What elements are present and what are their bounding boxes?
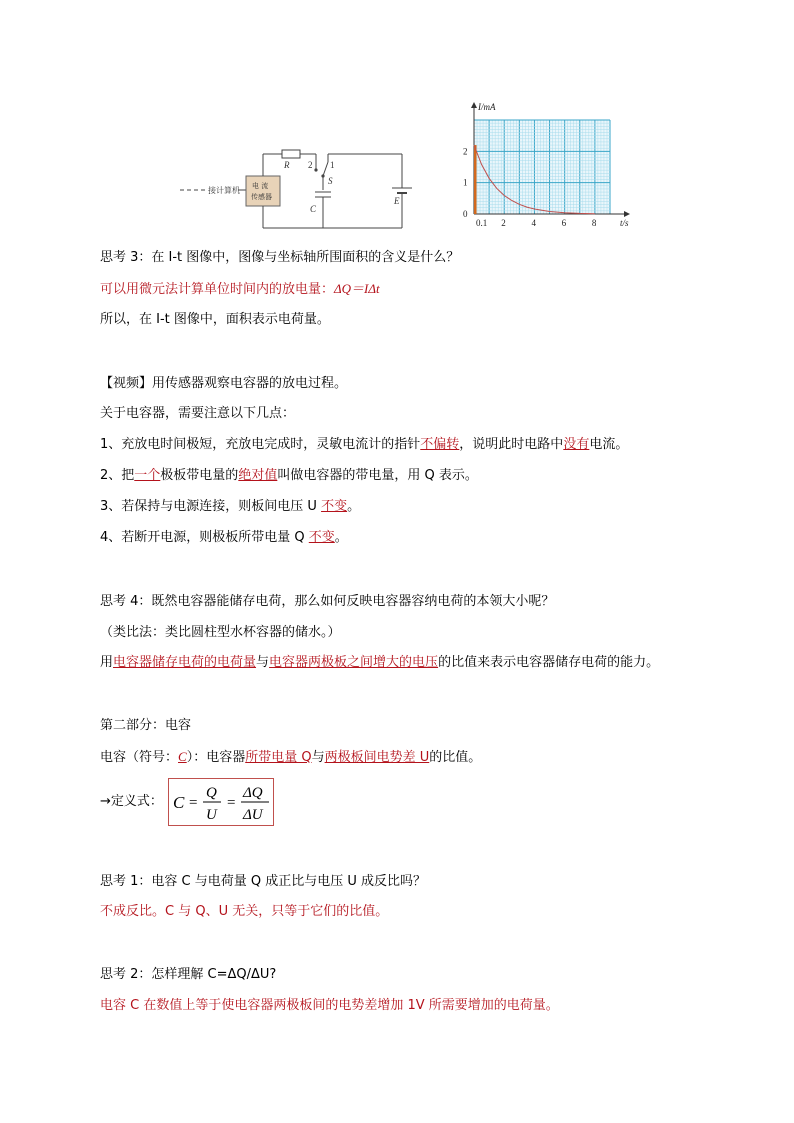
think3-question: 思考 3：在 I-t 图像中，图像与坐标轴所围面积的含义是什么？	[100, 250, 460, 265]
point-4	[100, 529, 348, 547]
battery-label: E	[394, 196, 400, 206]
sensor-label-line1: 电 流	[252, 182, 269, 190]
think4-answer-blank-2: 电容器两极板之间增大的电压	[269, 655, 439, 670]
video-intro: 关于电容器，需要注意以下几点：	[100, 406, 296, 421]
x-tick-label: 4	[531, 218, 536, 228]
point-1-blank-1: 不偏转	[420, 437, 460, 452]
think4-answer	[100, 654, 659, 672]
think3-answer1	[100, 280, 380, 299]
point-3-c: 。	[347, 499, 361, 514]
x-axis-arrow	[624, 211, 630, 217]
switch-pos1-label: 1	[330, 160, 335, 170]
formula-c: C	[173, 793, 185, 812]
resistor-label: R	[284, 160, 290, 170]
think4-answer-e: 的比值来表示电容器储存电荷的能力。	[438, 655, 660, 670]
think1-answer: 不成反比。C 与 Q、U 无关，只等于它们的比值。	[100, 904, 389, 919]
definition-c: ）：电容器	[186, 750, 246, 765]
circuit-diagram	[178, 140, 418, 236]
definition-blank-1: 所带电量 Q	[245, 750, 312, 765]
x-tick-label: 0.1	[476, 218, 488, 228]
point-4-a: 4、若断开电源，则极板所带电量 Q	[100, 530, 309, 545]
x-axis-label: t/s	[620, 218, 629, 228]
point-4-blank: 不变	[308, 530, 335, 545]
think4-answer-blank-1: 电容器储存电荷的电荷量	[113, 655, 257, 670]
definition-g: 的比值。	[429, 750, 482, 765]
capacitor-label: C	[310, 204, 317, 214]
definition-formula	[169, 779, 273, 825]
formula-eq-2: =	[227, 795, 236, 811]
current-time-chart	[452, 100, 642, 232]
video-title: 【视频】用传感器观察电容器的放电过程。	[100, 376, 348, 391]
point-2-blank-1: 一个	[134, 468, 161, 483]
sensor-label-line2: 传感器	[251, 193, 272, 201]
y-tick-label: 2	[463, 146, 468, 157]
x-tick-label: 6	[561, 218, 567, 228]
y-axis-label: I/mA	[478, 102, 496, 112]
think4-answer-c: 与	[256, 655, 270, 670]
switch-pos2-label: 2	[308, 160, 313, 170]
think2-question: 思考 2：怎样理解 C=ΔQ/ΔU?	[100, 967, 277, 982]
point-2-e: 叫做电容器的带电量，用 Q 表示。	[277, 468, 478, 483]
capacitance-definition	[100, 748, 481, 767]
formula-eq-1: =	[189, 795, 198, 811]
definition-symbol: C	[178, 749, 187, 764]
resistor	[282, 150, 300, 158]
definition-a: 电容（符号：	[100, 750, 179, 765]
point-1-blank-2: 没有	[563, 437, 590, 452]
think3-answer1-formula: ΔQ＝IΔt	[334, 281, 380, 296]
point-3-a: 3、若保持与电源连接，则板间电压 U	[100, 499, 322, 514]
definition-blank-2: 两极板间电势差 U	[324, 750, 430, 765]
point-1-c: ，说明此时电路中	[459, 437, 564, 452]
formula-delta-q: ΔQ	[243, 785, 263, 801]
think4-answer-a: 用	[100, 655, 114, 670]
point-1-e: 电流。	[589, 437, 629, 452]
highlight-bar	[474, 145, 477, 214]
formula-q: Q	[206, 785, 217, 801]
y-axis-arrow	[471, 102, 477, 108]
point-2-c: 极板带电量的	[160, 468, 239, 483]
x-tick-label: 8	[591, 218, 597, 228]
part2-heading: 第二部分：电容	[100, 718, 192, 733]
x-tick-label: 2	[501, 218, 506, 228]
formula-u: U	[206, 807, 217, 823]
definition-e: 与	[311, 750, 325, 765]
formula-label: →定义式：	[100, 794, 163, 809]
chart-grid	[474, 120, 610, 214]
think3-answer2: 所以，在 I-t 图像中，面积表示电荷量。	[100, 312, 330, 327]
y-tick-label: 1	[463, 177, 468, 188]
think4-question: 思考 4：既然电容器能储存电荷，那么如何反映电容器容纳电荷的本领大小呢？	[100, 594, 555, 609]
point-2-blank-2: 绝对值	[238, 468, 278, 483]
y-tick-label: 0	[463, 209, 468, 219]
point-2-a: 2、把	[100, 468, 135, 483]
point-1	[100, 436, 628, 454]
think1-question: 思考 1：电容 C 与电荷量 Q 成正比与电压 U 成反比吗？	[100, 874, 427, 889]
computer-label: 接计算机	[208, 186, 240, 195]
point-3-blank: 不变	[321, 499, 348, 514]
switch-label: S	[328, 176, 333, 186]
definition-formula-box	[168, 778, 274, 826]
formula-delta-u: ΔU	[243, 807, 263, 823]
think3-answer1-text: 可以用微元法计算单位时间内的放电量：	[100, 282, 335, 297]
point-2	[100, 467, 478, 485]
point-1-a: 1、充放电时间极短，充放电完成时，灵敏电流计的指针	[100, 437, 421, 452]
current-sensor-box	[246, 176, 280, 206]
point-3	[100, 498, 360, 516]
think4-analogy: （类比法：类比圆柱型水杯容器的储水。）	[100, 625, 341, 640]
point-4-c: 。	[334, 530, 348, 545]
think2-answer: 电容 C 在数值上等于使电容器两极板间的电势差增加 1V 所需要增加的电荷量。	[100, 998, 559, 1013]
